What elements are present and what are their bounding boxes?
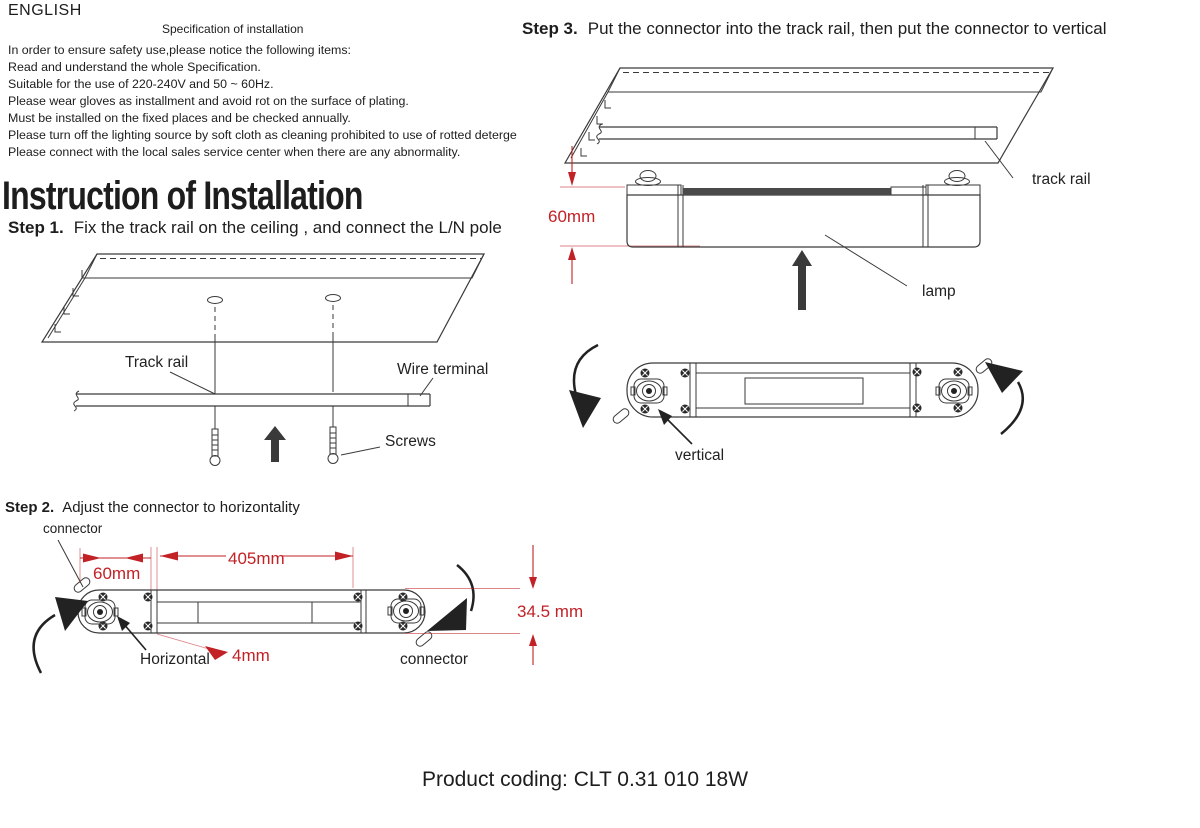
step3-diagram xyxy=(545,60,1110,478)
step1-heading xyxy=(8,218,502,238)
page-title: Instruction of Installation xyxy=(2,174,363,218)
step2-heading xyxy=(5,499,300,516)
screw-dot xyxy=(354,593,363,602)
step2-text: Adjust the connector to horizontality xyxy=(62,499,300,516)
screw-dot xyxy=(681,369,690,378)
screw-dot xyxy=(913,404,922,413)
lamp-top-view xyxy=(73,576,434,648)
track-rail-edge xyxy=(683,188,891,195)
screw-dot xyxy=(954,404,963,413)
step3-label: Step 3. xyxy=(522,19,578,38)
dimension-34-5mm xyxy=(405,545,583,665)
screw-dot xyxy=(641,369,650,378)
screw-right xyxy=(328,422,338,464)
rotate-arrow-right-icon xyxy=(985,362,1023,434)
screw-dot xyxy=(354,622,363,631)
connector-label-bottom: connector xyxy=(400,651,469,668)
wire-terminal-label: Wire terminal xyxy=(397,361,489,378)
mounting-hole xyxy=(326,295,341,302)
ceiling-panel xyxy=(42,254,484,342)
spec-list xyxy=(8,42,560,161)
track-rail-label: Track rail xyxy=(125,354,189,371)
step3-heading xyxy=(522,19,1107,39)
step1-text: Fix the track rail on the ceiling , and connect the L/N pole xyxy=(73,218,502,237)
screws-label: Screws xyxy=(385,433,436,450)
screw-left xyxy=(210,424,220,466)
language-label: ENGLISH xyxy=(8,2,82,19)
ceiling-panel xyxy=(565,68,1053,163)
screw-dot xyxy=(681,405,690,414)
spec-item: Please turn off the lighting source by soft cloth as cleaning prohibited to use of rotted deterge xyxy=(8,128,517,142)
connector-label-top: connector xyxy=(43,521,103,536)
spec-intro: In order to ensure safety use,please notice the following items: xyxy=(8,43,351,57)
connector-left xyxy=(631,379,667,403)
step1-diagram xyxy=(30,248,542,490)
track-rail-drawing xyxy=(74,391,430,411)
product-coding: Product coding: CLT 0.31 010 18W xyxy=(421,768,749,791)
screw-dot xyxy=(144,593,153,602)
step1-label: Step 1. xyxy=(8,218,64,237)
wire-terminal-edge xyxy=(891,187,926,195)
up-arrow-icon xyxy=(264,426,286,462)
dim-4mm-text: 4mm xyxy=(232,646,270,665)
mounting-hole xyxy=(208,297,223,304)
step3-text: Put the connector into the track rail, then put the connector to vertical xyxy=(587,19,1107,38)
mount-bolt-left xyxy=(636,171,661,186)
track-rail-drawing xyxy=(597,124,997,144)
dim-405mm-text: 405mm xyxy=(228,549,285,568)
track-rail-label: track rail xyxy=(1032,171,1091,188)
horizontal-callout xyxy=(117,616,210,668)
spec-item: Read and understand the whole Specification. xyxy=(8,60,261,74)
spec-title: Specification of installation xyxy=(162,22,304,36)
up-arrow-icon xyxy=(792,250,812,310)
connector-right xyxy=(388,599,424,623)
mount-bolt-right xyxy=(945,171,970,186)
dim-60mm-text: 60mm xyxy=(548,207,596,226)
connector-right xyxy=(936,379,972,403)
rotate-arrow-left-icon xyxy=(569,345,601,428)
screw-dot xyxy=(399,593,408,602)
dimension-60mm xyxy=(80,547,157,590)
alignment-lines xyxy=(215,305,333,425)
lamp-side-view xyxy=(627,171,980,248)
dimension-60mm xyxy=(548,146,700,284)
step2-label: Step 2. xyxy=(5,499,55,516)
spec-item: Please connect with the local sales service center when there are any abnormality. xyxy=(8,145,461,159)
screw-dot xyxy=(641,405,650,414)
screw-dot xyxy=(954,368,963,377)
screw-dot xyxy=(99,622,108,631)
dim-60mm-text: 60mm xyxy=(93,564,141,583)
vertical-label: vertical xyxy=(675,447,725,464)
dimension-405mm xyxy=(160,547,353,588)
screw-dot xyxy=(913,368,922,377)
horizontal-label: Horizontal xyxy=(140,651,210,668)
spec-item: Please wear gloves as installment and avoid rot on the surface of plating. xyxy=(8,94,409,108)
step2-diagram xyxy=(25,535,584,693)
spec-item: Suitable for the use of 220-240V and 50 ~ 60Hz. xyxy=(8,77,274,91)
lamp-label: lamp xyxy=(922,283,956,300)
spec-item: Must be installed on the fixed places and be checked annually. xyxy=(8,111,351,125)
rotate-arrow-right-icon xyxy=(427,565,474,631)
screw-dot xyxy=(144,622,153,631)
rotate-arrow-left-icon xyxy=(34,597,88,673)
connector-left xyxy=(82,600,118,624)
dim-34-5mm-text: 34.5 mm xyxy=(517,602,584,621)
